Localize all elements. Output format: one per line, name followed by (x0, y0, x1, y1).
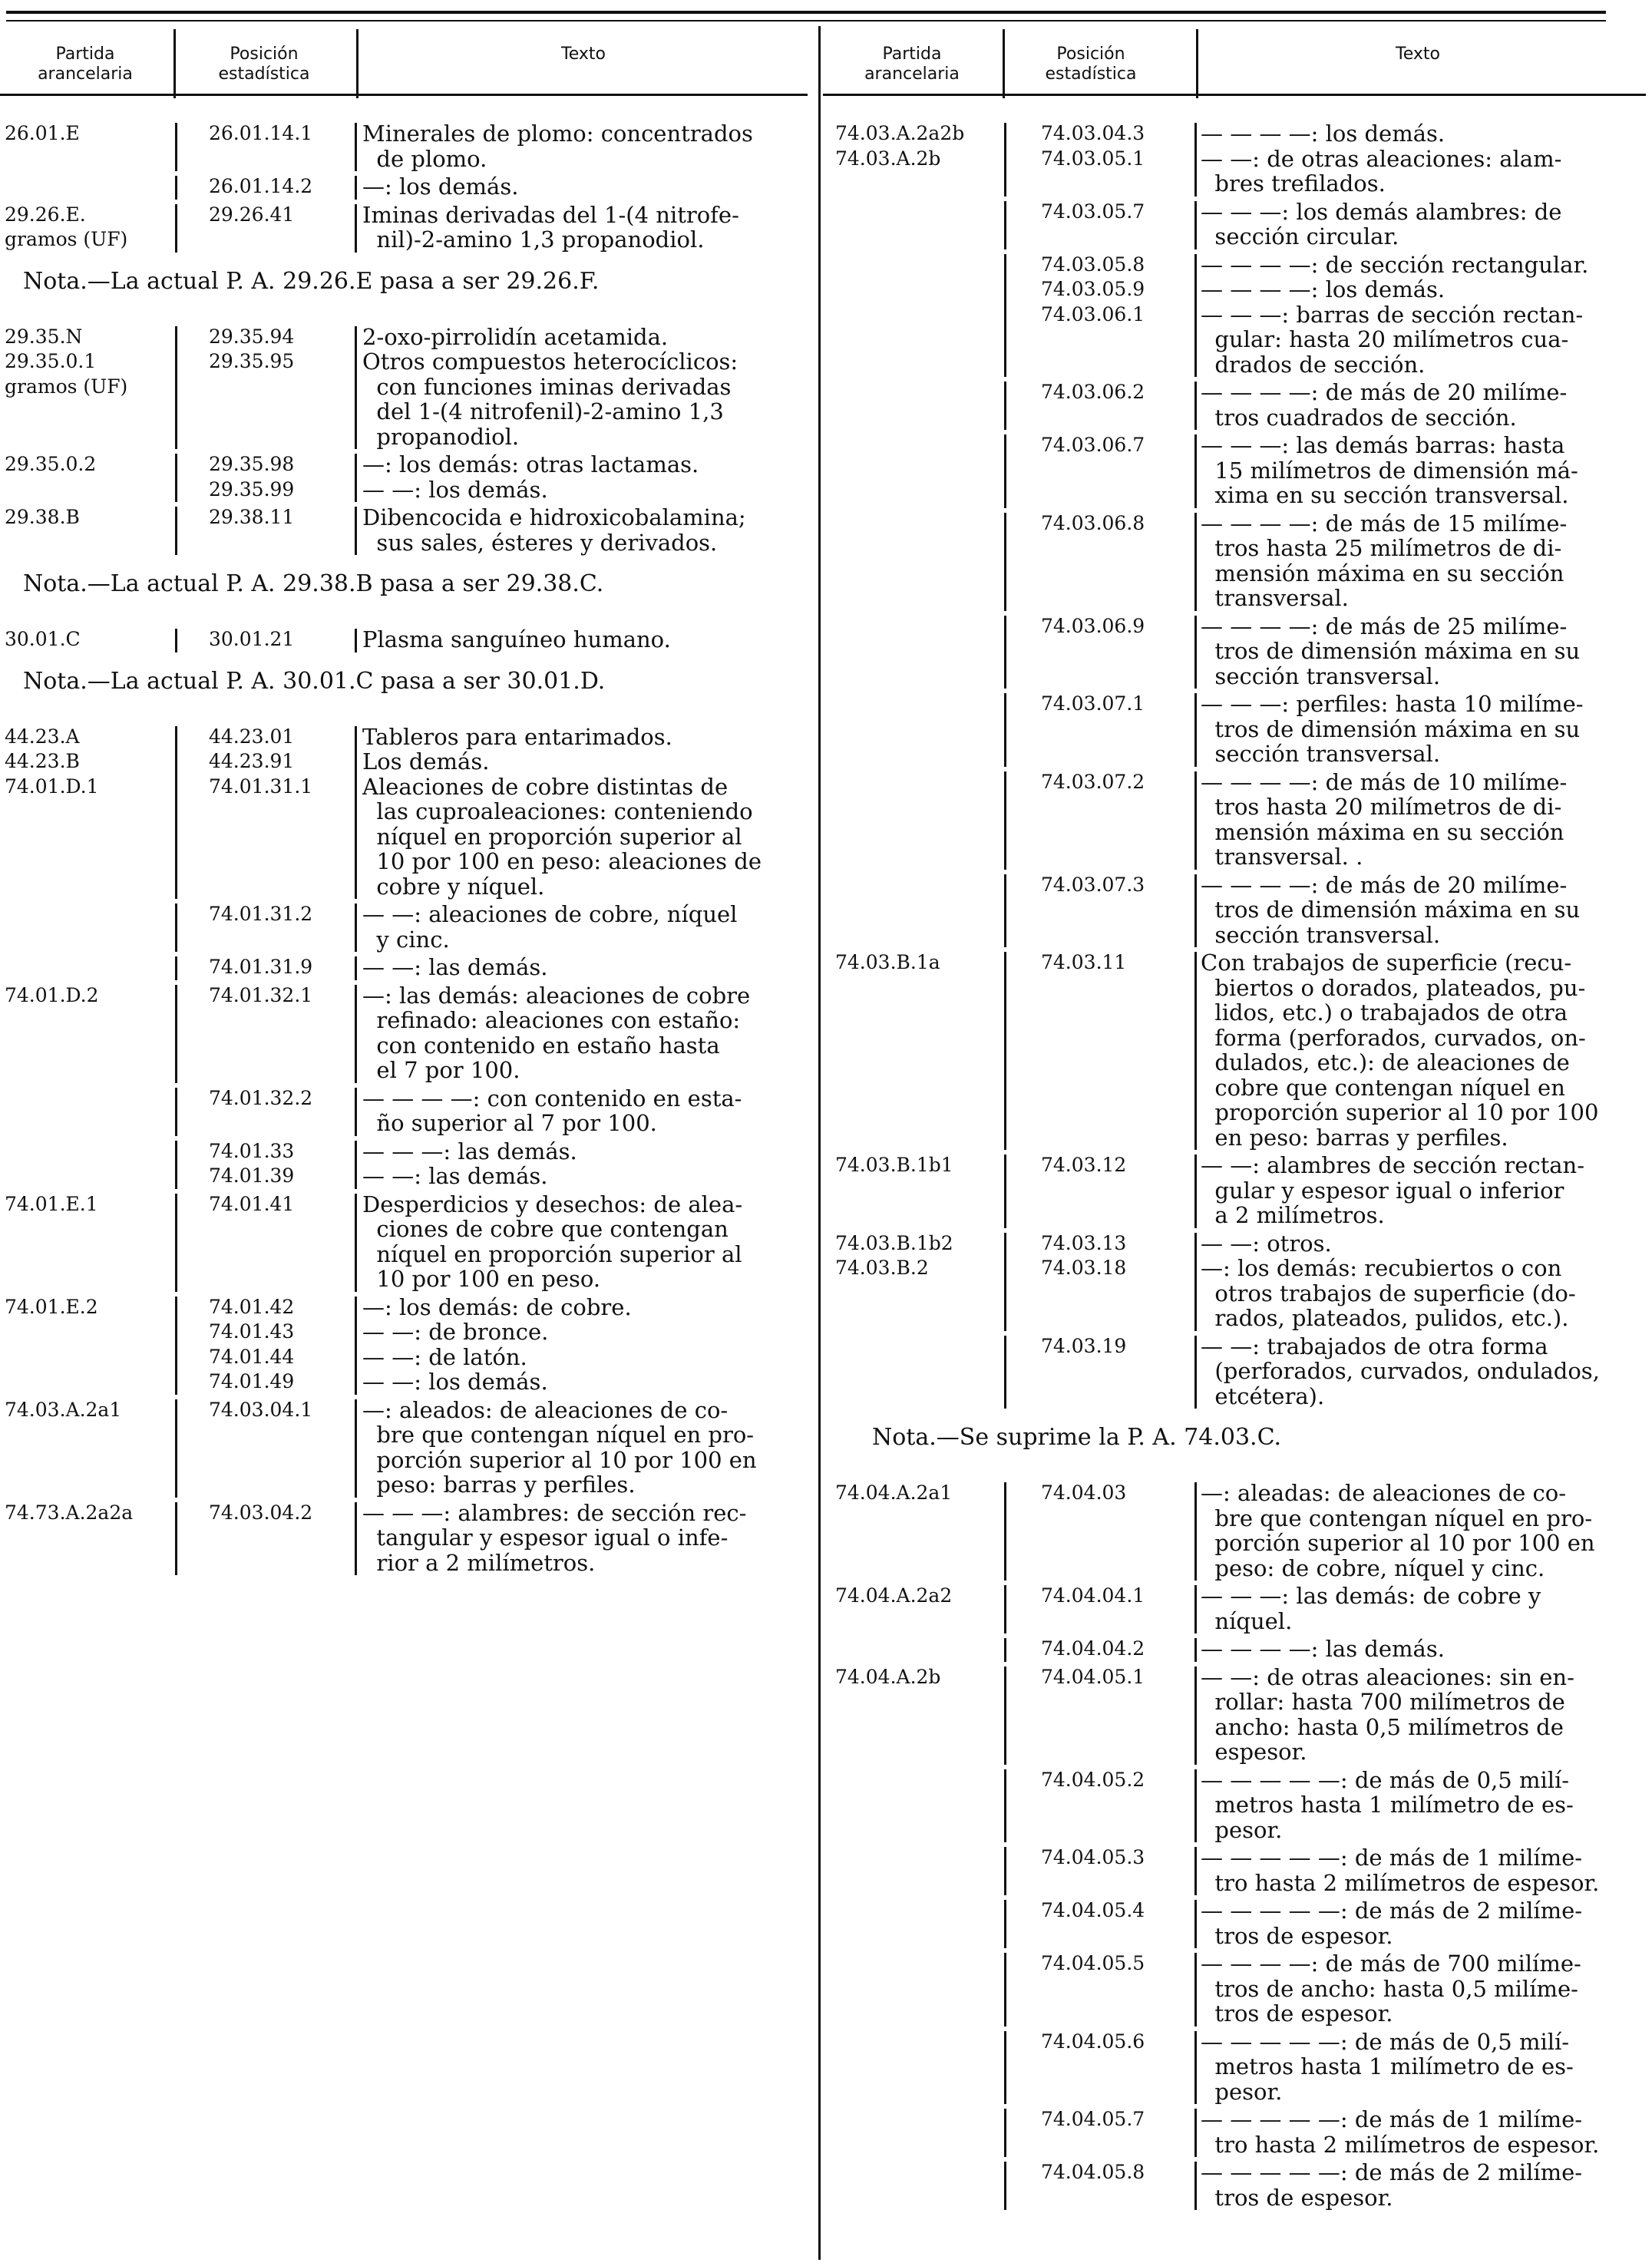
texto-cell: — — — —: de sección rectangular. — — — —: los demás. — — —: barras de sección rectan- gular: hasta 20 milímetros cua- drados de sección. (1201, 251, 1589, 378)
partida-cell: 74.04.A.2a1 (835, 1481, 953, 1504)
texto-cell: Desperdicios y desechos: de alea- ciones de cobre que contengan níquel en proporción superior al 10 por 100 en peso. (362, 1191, 743, 1292)
row-separator (175, 956, 177, 980)
row-separator (175, 123, 177, 171)
row-separator (1004, 771, 1006, 870)
posicion-cell: 74.04.05.7 (1041, 2108, 1145, 2130)
column-divider (818, 26, 821, 2260)
row-separator (1004, 1482, 1006, 1581)
row-separator (1194, 616, 1197, 689)
row-separator (175, 903, 177, 952)
row-separator (355, 454, 357, 502)
header-posicion: Posición estadística (218, 45, 310, 84)
posicion-cell: 74.03.04.2 (209, 1501, 313, 1524)
row-separator (1194, 1847, 1197, 1895)
texto-cell: — —: aleaciones de cobre, níquel y cinc. (362, 901, 738, 953)
texto-cell: Iminas derivadas del 1-(4 nitrofe- nil)-2-amino 1,3 propanodiol. (362, 201, 739, 253)
partida-cell: 74.04.A.2b (835, 1665, 941, 1688)
top-rule (6, 11, 1606, 14)
partida-cell: 26.01.E (5, 122, 80, 144)
posicion-cell: 74.03.06.8 (1041, 511, 1145, 534)
posicion-cell: 74.01.41 (209, 1192, 295, 1215)
posicion-cell: 74.01.31.2 (209, 903, 313, 925)
posicion-cell: 74.04.05.6 (1041, 2030, 1145, 2053)
row-separator (1194, 1154, 1197, 1228)
texto-cell: —: los demás: otras lactamas. — —: los demás. (362, 451, 699, 503)
row-separator (1194, 874, 1197, 948)
row-separator (1004, 2162, 1006, 2210)
row-separator (175, 629, 177, 652)
texto-cell: 2-oxo-pirrolidín acetamida. Otros compuestos heterocíclicos: con funciones iminas derivadas del 1-(4 nitrofenil)-2-amino 1,3 propanodiol. (362, 323, 738, 450)
texto-cell: — — —: perfiles: hasta 10 milíme- tros de dimensión máxima en su sección transversal. (1201, 691, 1584, 767)
posicion-cell: 74.04.05.3 (1041, 1846, 1145, 1868)
header-rule (0, 94, 808, 96)
row-separator (1194, 1900, 1197, 1948)
row-separator (1004, 1233, 1006, 1331)
posicion-cell: 26.01.14.1 (209, 122, 313, 144)
posicion-cell: 74.03.12 (1041, 1154, 1127, 1176)
posicion-cell: 74.01.32.1 (209, 983, 313, 1006)
texto-cell: —: los demás: de cobre. — —: de bronce. — —: de latón. — —: los demás. (362, 1293, 632, 1395)
note-text: Nota.—La actual P. A. 29.26.E pasa a ser 29.26.F. (23, 267, 600, 295)
row-separator (1004, 1953, 1006, 2027)
right-table-header (823, 23, 1652, 97)
row-separator (175, 1088, 177, 1136)
row-separator (175, 726, 177, 900)
row-separator (1004, 1336, 1006, 1409)
row-separator (355, 176, 357, 200)
texto-cell: — —: otros. —: los demás: recubiertos o con otros trabajos de superficie (do- rados, plateados, pulidos, etc.). (1201, 1230, 1576, 1331)
posicion-cell: 74.04.04.2 (1041, 1637, 1145, 1660)
texto-cell: Plasma sanguíneo humano. (362, 626, 671, 652)
texto-cell: — —: trabajados de otra forma (perforados, curvados, ondulados, etcétera). (1201, 1333, 1600, 1409)
row-separator (1004, 382, 1006, 430)
posicion-cell: 29.38.11 (209, 506, 295, 528)
posicion-cell: 74.04.04.1 (1041, 1584, 1145, 1607)
partida-cell: 29.38.B (5, 506, 80, 528)
row-separator (1194, 1585, 1197, 1633)
row-separator (1004, 254, 1006, 378)
header-texto: Texto (561, 45, 606, 64)
row-separator (1194, 1233, 1197, 1331)
posicion-cell: 74.03.06.9 (1041, 614, 1145, 637)
note-text: Nota.—La actual P. A. 30.01.C pasa a ser 30.01.D. (23, 667, 606, 695)
note-text: Nota.—Se suprime la P. A. 74.03.C. (872, 1424, 1281, 1451)
row-separator (355, 1502, 357, 1576)
partida-cell: 29.35.0.2 (5, 453, 97, 475)
row-separator (355, 1297, 357, 1395)
row-separator (175, 204, 177, 253)
row-separator (175, 1297, 177, 1395)
partida-cell: 74.01.E.1 (5, 1192, 98, 1215)
texto-cell: —: aleados: de aleaciones de co- bre que contengan níquel en pro- porción superior al 10 por 100 en peso: barras y perfiles. (362, 1396, 757, 1498)
row-separator (1194, 1769, 1197, 1843)
posicion-cell: 74.03.05.8 74.03.05.9 74.03.06.1 (1041, 253, 1145, 325)
header-partida: Partida arancelaria (38, 45, 133, 84)
row-separator (1004, 952, 1006, 1150)
row-separator (355, 326, 357, 450)
row-separator (355, 985, 357, 1083)
header-rule (823, 94, 1646, 96)
row-separator (175, 326, 177, 450)
row-separator (1194, 693, 1197, 767)
row-separator (355, 123, 357, 171)
texto-cell: — — —: alambres: de sección rec- tangular y espesor igual o infe- rior a 2 milímetros. (362, 1499, 747, 1576)
row-separator (355, 1399, 357, 1498)
texto-cell: Tableros para entarimados. Los demás. Aleaciones de cobre distintas de las cuproaleaciones: conteniendo níquel en proporción superior al 10 por 100 en peso: aleaciones de cobre y níquel. (362, 723, 762, 900)
texto-cell: —: los demás. (362, 173, 519, 200)
texto-cell: — — — —: con contenido en esta- ño superior al 7 por 100. (362, 1085, 742, 1136)
row-separator (1004, 2109, 1006, 2157)
row-separator (175, 1399, 177, 1498)
partida-cell: 29.35.N 29.35.0.1 gramos (UF) (5, 325, 128, 398)
posicion-cell: 29.35.98 29.35.99 (209, 453, 295, 500)
partida-cell: 74.03.B.1b2 74.03.B.2 (835, 1231, 953, 1279)
partida-cell: 44.23.A 44.23.B 74.01.D.1 (5, 725, 99, 798)
texto-cell: — — —: las demás: de cobre y níquel. (1201, 1583, 1541, 1634)
posicion-cell: 74.03.04.1 (209, 1398, 313, 1421)
row-separator (1194, 2162, 1197, 2210)
row-separator (1004, 693, 1006, 767)
texto-cell: — — — —: de más de 20 milíme- tros de dimensión máxima en su sección transversal. (1201, 871, 1581, 948)
posicion-cell: 74.03.07.3 (1041, 873, 1145, 896)
row-separator (1194, 1482, 1197, 1581)
row-separator (355, 507, 357, 555)
row-separator (1004, 201, 1006, 249)
row-separator (175, 454, 177, 502)
row-separator (1194, 1638, 1197, 1662)
partida-cell: 74.03.B.1a (835, 951, 940, 973)
partida-cell: 29.26.E. gramos (UF) (5, 203, 128, 250)
row-separator (1004, 1769, 1006, 1843)
posicion-cell: 74.04.05.5 (1041, 1952, 1145, 1974)
row-separator (1194, 201, 1197, 249)
left-table (0, 23, 814, 2257)
header-posicion: Posición estadística (1045, 45, 1137, 84)
texto-cell: Minerales de plomo: concentrados de plomo. (362, 121, 753, 172)
texto-cell: — —: alambres de sección rectan- gular y espesor igual o inferior a 2 milímetros. (1201, 1152, 1585, 1228)
posicion-cell: 74.03.07.2 (1041, 770, 1145, 793)
row-separator (1194, 1953, 1197, 2027)
posicion-cell: 74.03.04.3 74.03.05.1 (1041, 122, 1145, 170)
texto-cell: — — — —: las demás. (1201, 1636, 1445, 1662)
row-separator (1194, 254, 1197, 378)
header-sep-2 (356, 29, 358, 98)
partida-cell: 30.01.C (5, 628, 81, 650)
texto-cell: — — — — —: de más de 0,5 milí- metros hasta 1 milímetro de es- pesor. (1201, 2028, 1574, 2105)
texto-cell: — — — —: de más de 700 milíme- tros de ancho: hasta 0,5 milíme- tros de espesor. (1201, 1951, 1581, 2027)
posicion-cell: 74.03.05.7 (1041, 200, 1145, 223)
row-separator (1194, 1666, 1197, 1765)
row-separator (1004, 1638, 1006, 1662)
row-separator (175, 1141, 177, 1189)
posicion-cell: 74.01.42 74.01.43 74.01.44 74.01.49 (209, 1295, 295, 1392)
row-separator (1004, 1666, 1006, 1765)
partida-cell: 74.01.D.2 (5, 983, 99, 1006)
row-separator (1004, 2031, 1006, 2105)
row-separator (355, 1141, 357, 1189)
texto-cell: — — — —: de más de 15 milíme- tros hasta 25 milímetros de di- mensión máxima en su sección transversal. (1201, 510, 1568, 611)
posicion-cell: 74.01.33 74.01.39 (209, 1139, 295, 1187)
row-separator (355, 726, 357, 900)
texto-cell: Con trabajos de superficie (recu- biertos o dorados, plateados, pu- lidos, etc.) o trabajados de otra forma (perforados, curvados, on- dulados, etc.): de aleaciones de cobre que contengan níquel en proporción superior al 10 por 100 en peso: barras y perfiles. (1201, 950, 1599, 1151)
note-text: Nota.—La actual P. A. 29.38.B pasa a ser 29.38.C. (23, 570, 604, 597)
row-separator (1194, 513, 1197, 611)
partida-cell: 74.01.E.2 (5, 1295, 98, 1318)
partida-cell: 74.03.A.2a1 (5, 1398, 122, 1421)
texto-cell: — — —: las demás. — —: las demás. (362, 1138, 577, 1189)
header-sep-1 (173, 29, 176, 98)
row-separator (355, 1088, 357, 1136)
row-separator (1004, 616, 1006, 689)
posicion-cell: 74.04.03 (1041, 1481, 1127, 1504)
row-separator (1004, 434, 1006, 508)
partida-cell: 74.03.B.1b1 (835, 1154, 953, 1176)
left-table-header (0, 23, 814, 97)
texto-cell: Dibencocida e hidroxicobalamina; sus sales, ésteres y derivados. (362, 504, 746, 556)
row-separator (1004, 1847, 1006, 1895)
row-separator (1194, 771, 1197, 870)
row-separator (355, 903, 357, 952)
partida-cell: 74.03.A.2a2b 74.03.A.2b (835, 122, 965, 170)
row-separator (1194, 434, 1197, 508)
row-separator (1004, 513, 1006, 611)
right-table (823, 23, 1652, 2257)
texto-cell: — — — —: de más de 20 milíme- tros cuadrados de sección. (1201, 379, 1568, 431)
texto-cell: — — — — —: de más de 0,5 milí- metros hasta 1 milímetro de es- pesor. (1201, 1766, 1574, 1843)
posicion-cell: 74.03.07.1 (1041, 692, 1145, 715)
texto-cell: —: aleadas: de aleaciones de co- bre que contengan níquel en pro- porción superior al 10 por 100 en peso: de cobre, níquel y cinc. (1201, 1480, 1595, 1581)
row-separator (1194, 382, 1197, 430)
texto-cell: — —: de otras aleaciones: sin en- rollar: hasta 700 milímetros de ancho: hasta 0,5 milímetros de espesor. (1201, 1663, 1574, 1765)
row-separator (1194, 123, 1197, 197)
texto-cell: — — — —: de más de 10 milíme- tros hasta 20 milímetros de di- mensión máxima en su sección transversal. . (1201, 768, 1568, 870)
posicion-cell: 74.03.06.7 (1041, 434, 1145, 456)
texto-cell: — — —: los demás alambres: de sección circular. (1201, 198, 1562, 249)
header-texto: Texto (1396, 45, 1440, 64)
posicion-cell: 74.04.05.8 (1041, 2161, 1145, 2183)
texto-cell: —: las demás: aleaciones de cobre refinado: aleaciones con estaño: con contenido en estaño hasta el 7 por 100. (362, 982, 751, 1083)
row-separator (175, 1502, 177, 1576)
row-separator (1004, 1154, 1006, 1228)
top-rule-thin (6, 20, 1606, 21)
texto-cell: — —: las demás. (362, 954, 548, 980)
row-separator (175, 507, 177, 555)
posicion-cell: 74.03.11 (1041, 951, 1127, 973)
posicion-cell: 29.35.94 29.35.95 (209, 325, 295, 372)
row-separator (1004, 1900, 1006, 1948)
texto-cell: — — — — —: de más de 1 milíme- tro hasta 2 milímetros de espesor. (1201, 1845, 1600, 1896)
row-separator (1004, 1585, 1006, 1633)
row-separator (1194, 2031, 1197, 2105)
posicion-cell: 74.03.19 (1041, 1334, 1127, 1357)
row-separator (1004, 874, 1006, 948)
header-sep-1 (1003, 29, 1005, 98)
posicion-cell: 74.03.06.2 (1041, 381, 1145, 403)
partida-cell: 74.04.A.2a2 (835, 1584, 953, 1607)
row-separator (355, 956, 357, 980)
posicion-cell: 74.04.05.1 (1041, 1665, 1145, 1688)
texto-cell: — — — — —: de más de 2 milíme- tros de espesor. (1201, 1898, 1583, 1949)
posicion-cell: 26.01.14.2 (209, 175, 313, 197)
row-separator (1194, 1336, 1197, 1409)
texto-cell: — — —: las demás barras: hasta 15 milímetros de dimensión má- xima en su sección transversal. (1201, 432, 1578, 508)
header-partida: Partida arancelaria (864, 45, 960, 84)
row-separator (355, 629, 357, 652)
posicion-cell: 30.01.21 (209, 628, 295, 650)
row-separator (355, 1194, 357, 1292)
row-separator (175, 1194, 177, 1292)
row-separator (355, 204, 357, 253)
row-separator (1194, 952, 1197, 1150)
header-sep-2 (1196, 29, 1198, 98)
posicion-cell: 74.03.13 74.03.18 (1041, 1231, 1127, 1279)
row-separator (175, 176, 177, 200)
texto-cell: — — — — —: de más de 1 milíme- tro hasta 2 milímetros de espesor. (1201, 2106, 1600, 2158)
row-separator (1194, 2109, 1197, 2157)
texto-cell: — — — — —: de más de 2 milíme- tros de espesor. (1201, 2159, 1583, 2211)
posicion-cell: 44.23.01 44.23.91 74.01.31.1 (209, 725, 313, 798)
row-separator (175, 985, 177, 1083)
posicion-cell: 29.26.41 (209, 203, 295, 226)
partida-cell: 74.73.A.2a2a (5, 1501, 134, 1524)
texto-cell: — — — —: los demás. — —: de otras aleaciones: alam- bres trefilados. (1201, 121, 1562, 197)
row-separator (1004, 123, 1006, 197)
posicion-cell: 74.04.05.2 (1041, 1768, 1145, 1791)
posicion-cell: 74.04.05.4 (1041, 1899, 1145, 1921)
texto-cell: — — — —: de más de 25 milíme- tros de dimensión máxima en su sección transversal. (1201, 613, 1581, 689)
posicion-cell: 74.01.31.9 (209, 956, 313, 978)
posicion-cell: 74.01.32.2 (209, 1086, 313, 1109)
